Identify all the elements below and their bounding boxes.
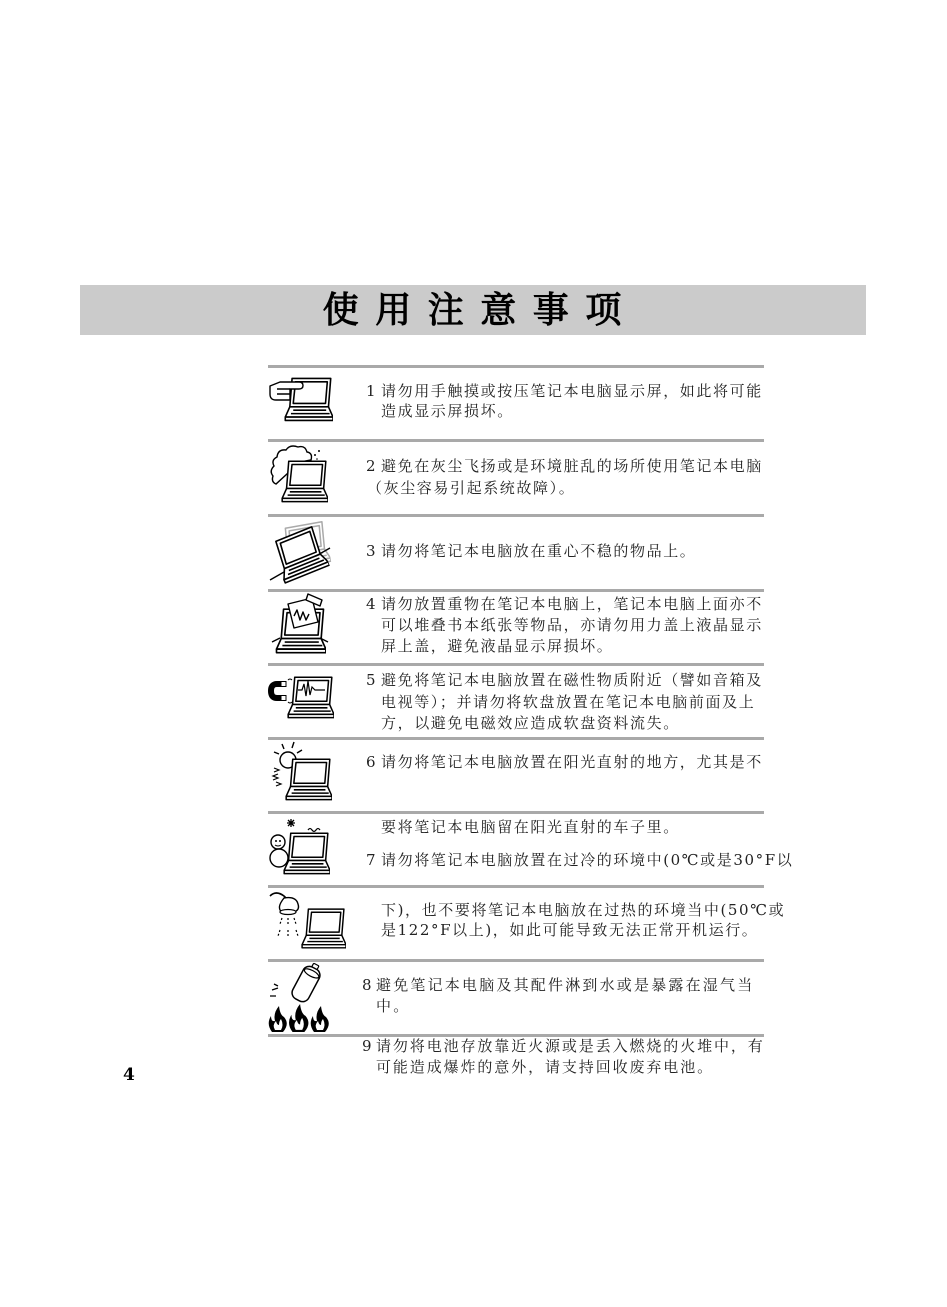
page-number: 4 bbox=[123, 1065, 135, 1085]
row-divider bbox=[268, 885, 764, 888]
dust-cloud-icon bbox=[270, 444, 332, 506]
item-1-number: 1 bbox=[366, 382, 376, 400]
item-5-line-3: 方，以避免电磁效应造成软盘资料流失。 bbox=[381, 714, 680, 732]
hand-touch-screen-icon bbox=[268, 372, 334, 432]
sun-icon bbox=[270, 740, 334, 806]
item-2-number: 2 bbox=[366, 457, 376, 475]
row-divider bbox=[268, 589, 764, 592]
item-8-number: 8 bbox=[362, 976, 372, 994]
item-8-line-2: 中。 bbox=[376, 997, 411, 1015]
item-2-line-1: 避免在灰尘飞扬或是环境脏乱的场所使用笔记本电脑 bbox=[381, 457, 763, 475]
item-7-number: 7 bbox=[366, 851, 376, 869]
item-4-number: 4 bbox=[366, 595, 376, 613]
item-1-line-2: 造成显示屏损坏。 bbox=[381, 402, 514, 420]
magnet-icon bbox=[268, 672, 334, 728]
item-3-line-1: 请勿将笔记本电脑放在重心不稳的物品上。 bbox=[381, 542, 697, 560]
item-8-line-1: 避免笔记本电脑及其配件淋到水或是暴露在湿气当 bbox=[376, 976, 755, 994]
row-divider bbox=[268, 663, 764, 666]
item-7-line-3: 是122°F以上)，如此可能导致无法正常开机运行。 bbox=[381, 921, 759, 939]
item-6-line-1: 请勿将笔记本电脑放置在阳光直射的地方，尤其是不 bbox=[381, 753, 763, 771]
row-divider bbox=[268, 439, 764, 442]
page-title: 使 用 注 意 事 项 bbox=[322, 289, 624, 331]
item-1-line-1: 请勿用手触摸或按压笔记本电脑显示屏，如此将可能 bbox=[381, 382, 763, 400]
item-2-line-2: （灰尘容易引起系统故障）。 bbox=[367, 479, 576, 497]
row-divider bbox=[268, 811, 764, 814]
row-divider bbox=[268, 514, 764, 517]
unstable-surface-icon bbox=[268, 522, 332, 584]
cold-snowman-icon bbox=[268, 816, 330, 882]
item-4-line-1: 请勿放置重物在笔记本电脑上，笔记本电脑上面亦不 bbox=[381, 595, 763, 613]
item-5-number: 5 bbox=[366, 671, 376, 689]
item-6-line-2: 要将笔记本电脑留在阳光直射的车子里。 bbox=[381, 818, 680, 836]
item-5-line-2: 电视等）；并请勿将软盘放置在笔记本电脑前面及上 bbox=[381, 693, 756, 711]
heavy-objects-icon bbox=[268, 592, 332, 656]
item-9-line-2: 可能造成爆炸的意外，请支持回收废弃电池。 bbox=[376, 1058, 715, 1076]
row-divider bbox=[268, 365, 764, 368]
item-7-line-1: 请勿将笔记本电脑放置在过冷的环境中(0℃或是30°F以 bbox=[381, 851, 794, 869]
item-9-line-1: 请勿将电池存放靠近火源或是丢入燃烧的火堆中，有 bbox=[376, 1037, 765, 1055]
heat-lamp-icon bbox=[268, 890, 348, 958]
item-4-line-2: 可以堆叠书本纸张等物品，亦请勿用力盖上液晶显示 bbox=[381, 616, 763, 634]
row-divider bbox=[268, 959, 764, 962]
item-7-line-2: 下)，也不要将笔记本电脑放在过热的环境当中(50℃或 bbox=[381, 901, 786, 919]
item-6-number: 6 bbox=[366, 753, 376, 771]
row-divider bbox=[268, 737, 764, 740]
item-4-line-3: 屏上盖，避免液晶显示屏损坏。 bbox=[381, 637, 614, 655]
title-banner bbox=[80, 285, 866, 335]
item-9-number: 9 bbox=[362, 1037, 372, 1055]
battery-fire-icon bbox=[266, 962, 334, 1034]
item-3-number: 3 bbox=[366, 542, 376, 560]
item-5-line-1: 避免将笔记本电脑放置在磁性物质附近（譬如音箱及 bbox=[381, 671, 763, 689]
